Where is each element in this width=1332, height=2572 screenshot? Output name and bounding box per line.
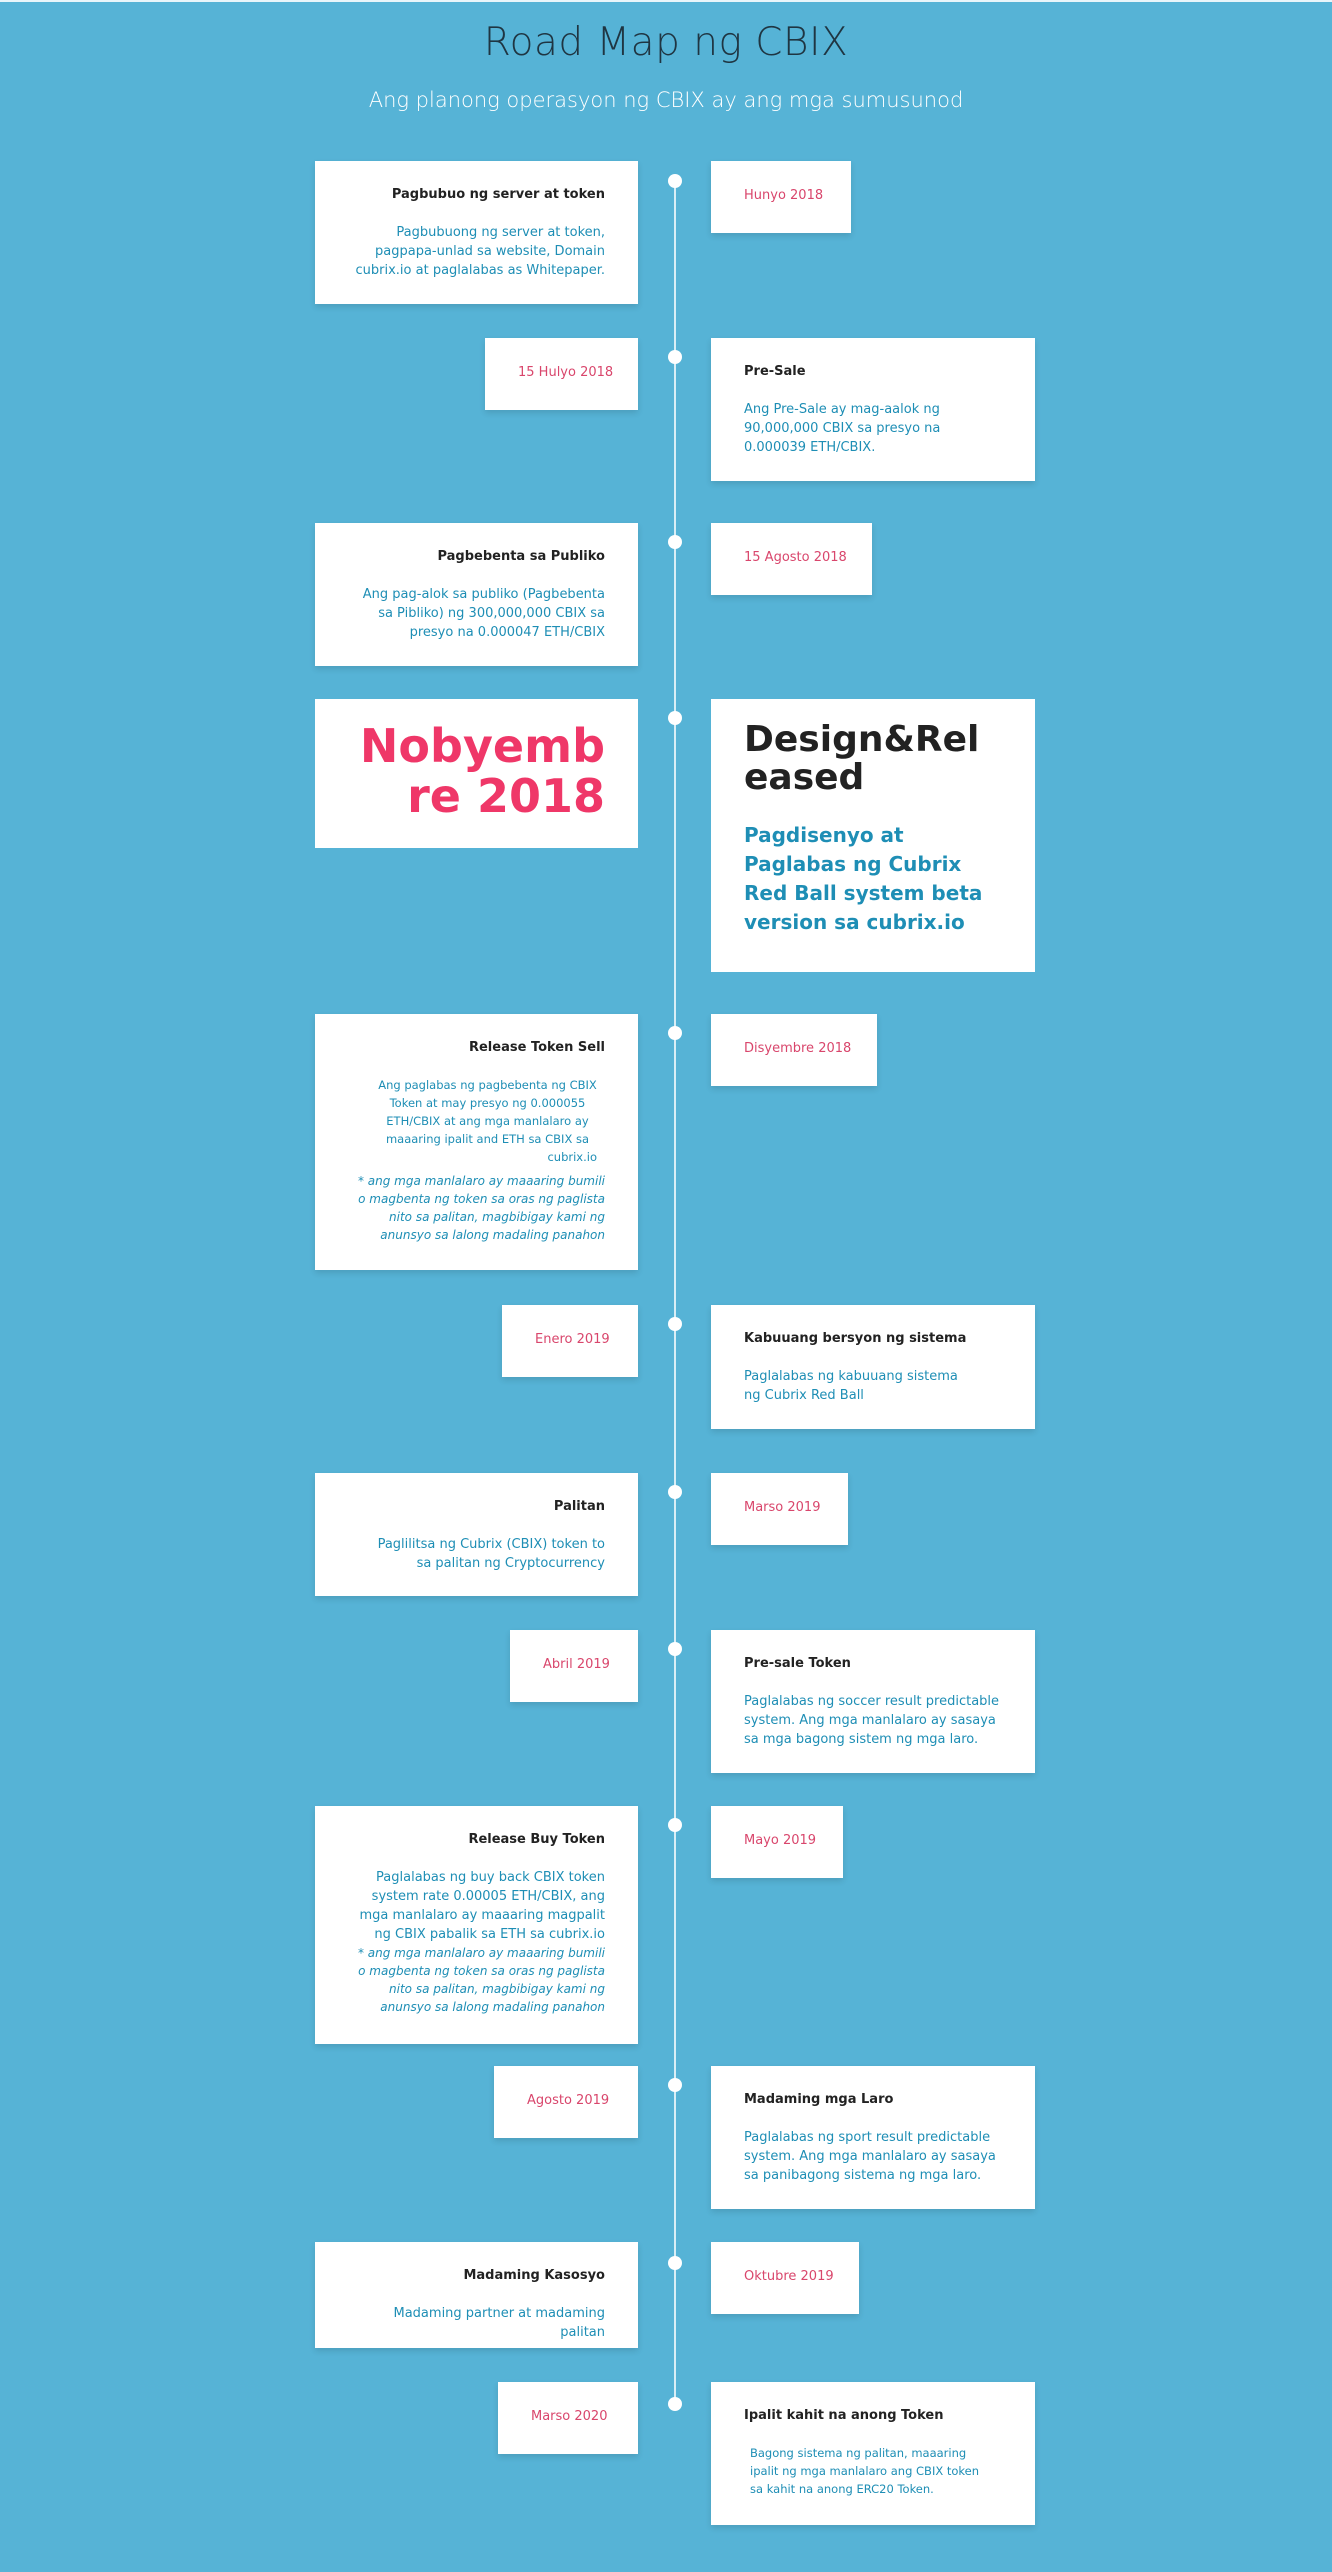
- milestone-title: Release Buy Token: [468, 1832, 605, 1847]
- featured-title: Design&Released: [744, 719, 980, 798]
- milestone-card: [711, 2382, 1035, 2525]
- milestone-title: Ipalit kahit na anong Token: [744, 2408, 944, 2423]
- page-title: Road Map ng CBIX: [483, 20, 849, 65]
- milestone-card: [711, 1630, 1035, 1773]
- timeline-spine: [674, 180, 676, 2404]
- milestone-date: Mayo 2019: [711, 1806, 843, 1878]
- milestone-description: Madaming partner at madaming palitan: [393, 2306, 605, 2340]
- milestone-card: [315, 161, 638, 304]
- milestone-date: 15 Agosto 2018: [711, 523, 872, 595]
- milestone-card: [315, 523, 638, 666]
- milestone-description: Paglalabas ng buy back CBIX token system rate 0.00005 ETH/CBIX, ang mga manlalaro ay maaaring magpalit ng CBIX pabalik sa ETH sa cubrix.io: [359, 1870, 605, 1942]
- milestone-note: * ang mga manlalaro ay maaaring bumili o magbenta ng token sa oras ng paglista nito sa palitan, magbibigay kami ng anunsyo sa lalong madaling panahon: [357, 1174, 605, 1242]
- timeline-dot: [668, 1485, 682, 1499]
- milestone-description: Paglalabas ng soccer result predictable system. Ang mga manlalaro ay sasaya sa mga bagong sistem ng mga laro.: [744, 1694, 1000, 1747]
- milestone-card: [711, 1305, 1035, 1429]
- milestone-card: [315, 1806, 638, 2044]
- milestone-date: Marso 2020: [498, 2382, 638, 2454]
- timeline-dot: [668, 1642, 682, 1656]
- milestone-title: Madaming mga Laro: [744, 2092, 894, 2107]
- featured-date: Nobyembre 2018: [315, 699, 638, 848]
- milestone-title: Palitan: [553, 1499, 605, 1514]
- milestone-card: [315, 1473, 638, 1596]
- timeline-dot: [668, 711, 682, 725]
- milestone-date: Marso 2019: [711, 1473, 848, 1545]
- milestone-date: 15 Hulyo 2018: [485, 338, 638, 410]
- timeline-dot: [668, 1317, 682, 1331]
- timeline-dot: [668, 2078, 682, 2092]
- milestone-title: Pre-sale Token: [744, 1656, 851, 1671]
- milestone-title: Release Token Sell: [468, 1040, 605, 1055]
- milestone-description: Paglalabas ng sport result predictable system. Ang mga manlalaro ay sasaya sa panibagong sistema ng mga laro.: [744, 2130, 996, 2183]
- timeline-dot: [668, 2397, 682, 2411]
- milestone-card: [711, 338, 1035, 481]
- milestone-date: Disyembre 2018: [711, 1014, 877, 1086]
- featured-description: Pagdisenyo at Paglabas ng Cubrix Red Ball system beta version sa cubrix.io: [744, 823, 983, 934]
- milestone-description: Paglilitsa ng Cubrix (CBIX) token to sa palitan ng Cryptocurrency: [377, 1537, 605, 1571]
- timeline-dot: [668, 174, 682, 188]
- milestone-title: Pagbebenta sa Publiko: [437, 549, 605, 564]
- milestone-date: Abril 2019: [510, 1630, 638, 1702]
- milestone-date: Agosto 2019: [494, 2066, 638, 2138]
- timeline-dot: [668, 1026, 682, 1040]
- milestone-title: Kabuuang bersyon ng sistema: [744, 1331, 967, 1346]
- milestone-card: [315, 1014, 638, 1270]
- timeline-dot: [668, 2256, 682, 2270]
- milestone-title: Pre-Sale: [744, 364, 806, 379]
- milestone-note: * ang mga manlalaro ay maaaring bumili o magbenta ng token sa oras ng paglista nito sa palitan, magbibigay kami ng anunsyo sa lalong madaling panahon: [357, 1946, 605, 2014]
- milestone-card: [315, 2242, 638, 2348]
- milestone-description: Paglalabas ng kabuuang sistema ng Cubrix Red Ball: [744, 1369, 958, 1403]
- milestone-description: Ang paglabas ng pagbebenta ng CBIX Token at may presyo ng 0.000055 ETH/CBIX at ang mga manlalaro ay maaaring ipalit and ETH sa CBIX sa cubrix.io: [378, 1078, 597, 1164]
- milestone-description: Pagbubuong ng server at token, pagpapa-unlad sa website, Domain cubrix.io at paglalabas as Whitepaper.: [355, 225, 605, 278]
- timeline-dot: [668, 535, 682, 549]
- milestone-date: Hunyo 2018: [711, 161, 851, 233]
- timeline-dot: [668, 1818, 682, 1832]
- milestone-description: Ang pag-alok sa publiko (Pagbebenta sa Pibliko) ng 300,000,000 CBIX sa presyo na 0.000047 ETH/CBIX: [362, 587, 605, 640]
- milestone-title: Pagbubuo ng server at token: [391, 187, 605, 202]
- featured-card: [711, 699, 1035, 972]
- milestone-date: Oktubre 2019: [711, 2242, 859, 2314]
- milestone-title: Madaming Kasosyo: [463, 2268, 605, 2283]
- milestone-description: Ang Pre-Sale ay mag-aalok ng 90,000,000 CBIX sa presyo na 0.000039 ETH/CBIX.: [744, 402, 941, 455]
- page-subtitle: Ang planong operasyon ng CBIX ay ang mga sumusunod: [368, 88, 964, 112]
- milestone-date: Enero 2019: [502, 1305, 638, 1377]
- milestone-description: Bagong sistema ng palitan, maaaring ipalit ng mga manlalaro ang CBIX token sa kahit na anong ERC20 Token.: [750, 2446, 980, 2496]
- timeline-dot: [668, 350, 682, 364]
- top-border: [0, 0, 1332, 2]
- milestone-card: [711, 2066, 1035, 2209]
